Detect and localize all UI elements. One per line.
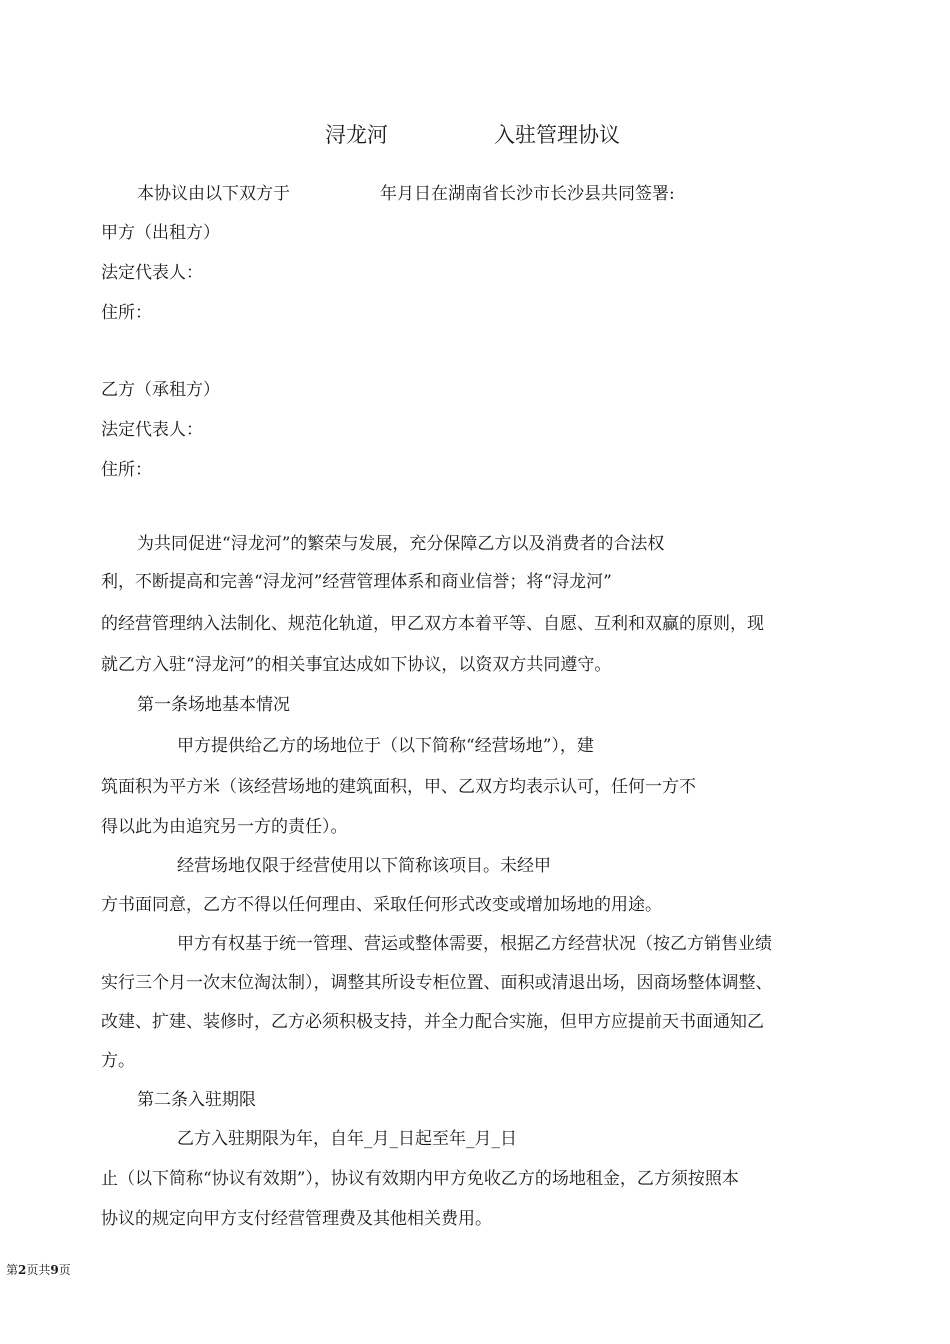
page-number-suffix: 页 — [58, 1263, 71, 1277]
party-b-address: 住所： — [101, 460, 152, 480]
article2-p1-line: 乙方入驻期限为年，自年_月_日起至年_月_日 — [177, 1129, 517, 1149]
article1-p1-line: 筑面积为平方米（该经营场地的建筑面积，甲、乙双方均表示认可，任何一方不 — [101, 777, 696, 797]
page-number-prefix: 第 — [6, 1263, 19, 1277]
article1-p1-line: 得以此为由追究另一方的责任）。 — [101, 817, 348, 837]
party-b-rep: 法定代表人： — [101, 420, 203, 440]
article2-heading: 第二条入驻期限 — [137, 1090, 256, 1110]
article1-heading: 第一条场地基本情况 — [137, 695, 290, 715]
preamble-line: 为共同促进“浔龙河”的繁荣与发展，充分保障乙方以及消费者的合法权 — [137, 534, 665, 554]
preamble-line: 的经营管理纳入法制化、规范化轨道，甲乙双方本着平等、自愿、互利和双赢的原则，现 — [101, 614, 764, 634]
page-number-current: 2 — [18, 1263, 27, 1277]
page-number-total: 9 — [50, 1263, 59, 1277]
preamble-line: 就乙方入驻“浔龙河”的相关事宜达成如下协议，以资双方共同遵守。 — [101, 655, 612, 675]
title-part1: 浔龙河 — [325, 123, 388, 147]
title-part2: 入驻管理协议 — [494, 123, 620, 147]
article1-p2-line: 方书面同意，乙方不得以任何理由、采取任何形式改变或增加场地的用途。 — [101, 895, 662, 915]
article1-p1-line: 甲方提供给乙方的场地位于（以下简称“经营场地”），建 — [177, 736, 594, 756]
party-a-address: 住所： — [101, 303, 152, 323]
party-a-rep: 法定代表人： — [101, 263, 203, 283]
preamble-line: 利，不断提高和完善“浔龙河”经营管理体系和商业信誉；将“浔龙河” — [101, 572, 612, 592]
article1-p3-line: 方。 — [101, 1051, 135, 1071]
intro-part1: 本协议由以下双方于 — [137, 184, 290, 204]
article2-p1-line: 协议的规定向甲方支付经营管理费及其他相关费用。 — [101, 1209, 492, 1229]
party-a-heading: 甲方（出租方） — [101, 223, 220, 243]
party-b-heading: 乙方（承租方） — [101, 380, 220, 400]
article1-p3-line: 实行三个月一次末位淘汰制），调整其所设专柜位置、面积或清退出场，因商场整体调整、 — [101, 973, 773, 993]
article1-p2-line: 经营场地仅限于经营使用以下简称该项目。未经甲 — [177, 856, 551, 876]
article1-p3-line: 甲方有权基于统一管理、营运或整体需要，根据乙方经营状况（按乙方销售业绩 — [177, 934, 772, 954]
article2-p1-line: 止（以下简称“协议有效期”），协议有效期内甲方免收乙方的场地租金，乙方须按照本 — [101, 1169, 739, 1189]
page-number — [6, 1263, 71, 1277]
page-number-middle: 页共 — [26, 1263, 51, 1277]
article1-p3-line: 改建、扩建、装修时，乙方必须积极支持，并全力配合实施，但甲方应提前天书面通知乙 — [101, 1012, 764, 1032]
intro-part2: 年月日在湖南省长沙市长沙县共同签署: — [380, 184, 675, 204]
